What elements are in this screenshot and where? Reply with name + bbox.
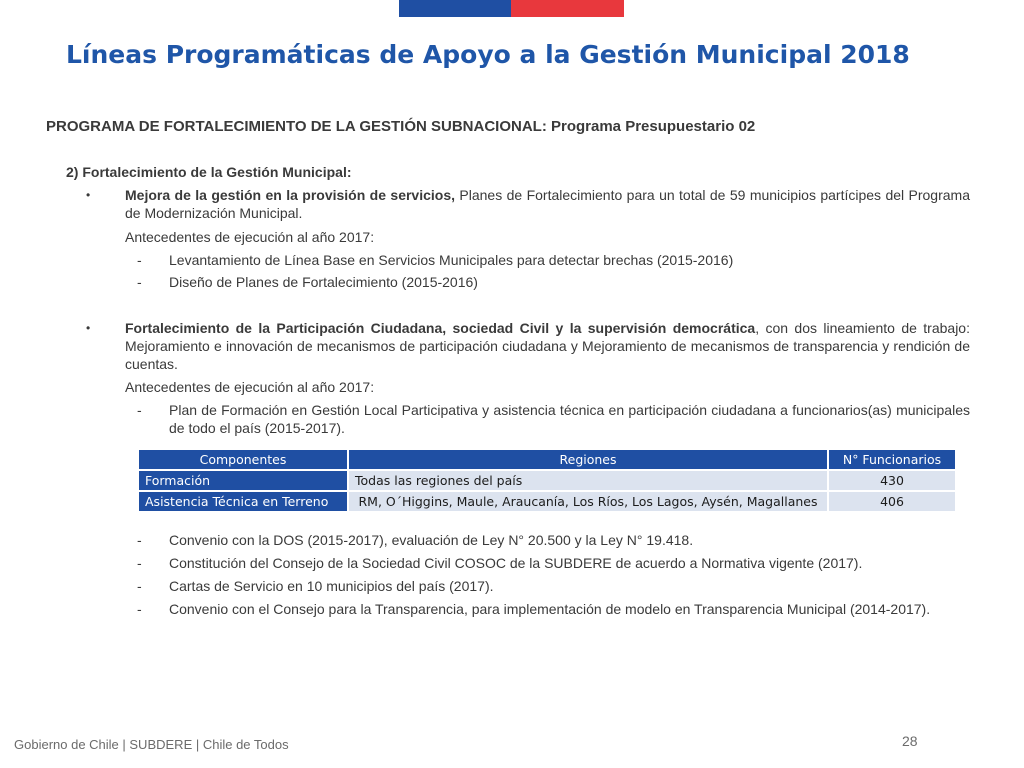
bullet-1-item-2-text: Diseño de Planes de Fortalecimiento (2015-2016) xyxy=(169,274,478,290)
dash-marker: - xyxy=(137,402,142,418)
slide-title: Líneas Programáticas de Apoyo a la Gestión Municipal 2018 xyxy=(66,40,910,69)
footer-text: Gobierno de Chile | SUBDERE | Chile de Todos xyxy=(14,737,289,752)
bullet-1-text: Planes de Fortalecimiento para un total de 59 municipios partícipes del Programa de Modernización Municipal. xyxy=(125,187,970,221)
dash-marker: - xyxy=(137,578,142,594)
flag-stripe-blue xyxy=(399,0,511,17)
page-number: 28 xyxy=(902,733,918,749)
table-row xyxy=(138,470,956,491)
bullet-marker: • xyxy=(86,188,91,202)
bullet-1-bold: Mejora de la gestión en la provisión de servicios, xyxy=(125,187,456,203)
table-row xyxy=(138,491,956,512)
bullet-2-bold: Fortalecimiento de la Participación Ciudadana, sociedad Civil y la supervisión democrática xyxy=(125,320,756,336)
dash-marker: - xyxy=(137,252,142,268)
bullet-2-text: , con dos lineamiento de trabajo: Mejoramiento e innovación de mecanismos de participación ciudadana y Mejoramiento de mecanismos de transparencia y rendición de cuentas. xyxy=(125,320,970,372)
table-cell-component: Asistencia Técnica en Terreno xyxy=(138,491,348,512)
dash-marker: - xyxy=(137,601,142,617)
components-table xyxy=(137,448,957,513)
bullet-2-item-1-text: Plan de Formación en Gestión Local Participativa y asistencia técnica en participación ciudadana a funcionarios(as) municipales de todo el país (2015-2017). xyxy=(169,402,970,436)
bullet-1-item-1-text: Levantamiento de Línea Base en Servicios Municipales para detectar brechas (2015-2016) xyxy=(169,252,734,268)
table-cell-regions: Todas las regiones del país xyxy=(348,470,828,491)
after-item-2-text: Constitución del Consejo de la Sociedad Civil COSOC de la SUBDERE de acuerdo a Normativa vigente (2017). xyxy=(169,555,863,571)
bullet-1-paragraph xyxy=(125,186,970,222)
bullet-marker: • xyxy=(86,321,91,335)
dash-marker: - xyxy=(137,555,142,571)
bullet-2-antecedentes: Antecedentes de ejecución al año 2017: xyxy=(125,379,375,395)
table-header-row xyxy=(138,449,956,470)
after-item-3-text: Cartas de Servicio en 10 municipios del país (2017). xyxy=(169,578,494,594)
section-heading: 2) Fortalecimiento de la Gestión Municipal: xyxy=(66,164,352,180)
dash-marker: - xyxy=(137,532,142,548)
bullet-2-paragraph xyxy=(125,319,970,373)
table-header-regiones: Regiones xyxy=(348,449,828,470)
dash-marker: - xyxy=(137,274,142,290)
table-cell-regions: RM, O´Higgins, Maule, Araucanía, Los Ríos, Los Lagos, Aysén, Magallanes xyxy=(348,491,828,512)
table-cell-component: Formación xyxy=(138,470,348,491)
program-heading: PROGRAMA DE FORTALECIMIENTO DE LA GESTIÓN SUBNACIONAL: Programa Presupuestario 02 xyxy=(46,118,756,135)
table-header-componentes: Componentes xyxy=(138,449,348,470)
table-cell-count: 406 xyxy=(828,491,956,512)
after-item-4-text: Convenio con el Consejo para la Transparencia, para implementación de modelo en Transparencia Municipal (2014-2017). xyxy=(169,601,931,617)
bullet-1-antecedentes: Antecedentes de ejecución al año 2017: xyxy=(125,229,375,245)
flag-stripe-red xyxy=(511,0,624,17)
table-header-funcionarios: N° Funcionarios xyxy=(828,449,956,470)
after-item-1-text: Convenio con la DOS (2015-2017), evaluación de Ley N° 20.500 y la Ley N° 19.418. xyxy=(169,532,694,548)
table-cell-count: 430 xyxy=(828,470,956,491)
